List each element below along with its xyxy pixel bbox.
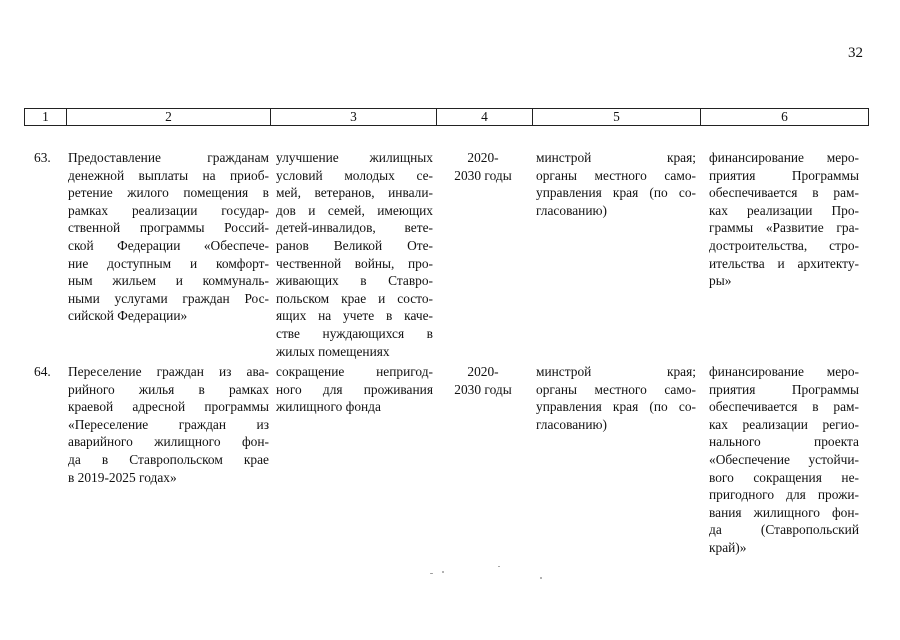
text-line: ретение жилого помещения в xyxy=(68,185,269,201)
expected-result xyxy=(276,363,433,416)
text-line: «Переселение граждан из xyxy=(68,416,269,432)
responsible-executor xyxy=(536,149,696,219)
text-line: приятия Программы xyxy=(709,381,859,397)
text-line: рамках реализации государ- xyxy=(68,202,269,218)
text-line: достроительства, стро- xyxy=(709,237,859,253)
text-line: стве нуждающихся в xyxy=(276,325,433,341)
text-line: приятия Программы xyxy=(709,167,859,183)
text-line: ках реализации Про- xyxy=(709,202,859,218)
text-line: край)» xyxy=(709,539,747,555)
text-line: обеспечивается в рам- xyxy=(709,399,859,415)
text-line: граммы «Развитие гра- xyxy=(709,220,859,236)
page-number: 32 xyxy=(848,45,863,61)
financing-note xyxy=(709,363,859,557)
text-line: Предоставление гражданам xyxy=(68,150,269,165)
scan-speck xyxy=(540,577,542,579)
text-line: жилых помещениях xyxy=(276,343,390,359)
text-line: минстрой края; xyxy=(536,364,696,379)
text-line: детей-инвалидов, вете- xyxy=(276,220,433,236)
expected-result xyxy=(276,149,433,360)
financing-note xyxy=(709,149,859,290)
text-line: 2020- xyxy=(467,364,499,379)
text-line: 2030 годы xyxy=(454,167,512,183)
text-line: ного для проживания xyxy=(276,381,433,397)
scan-speck xyxy=(498,566,500,567)
scan-speck xyxy=(442,571,444,573)
text-line: ние доступным и комфорт- xyxy=(68,255,269,271)
measure-name xyxy=(68,149,269,325)
implementation-period xyxy=(440,363,526,398)
implementation-period xyxy=(440,149,526,184)
text-line: ящих на учете в каче- xyxy=(276,308,433,324)
row-number: 63. xyxy=(34,150,51,165)
text-line: да (Ставропольский xyxy=(709,522,859,538)
text-line: ках реализации регио- xyxy=(709,416,859,432)
text-line: ской Федерации «Обеспече- xyxy=(68,237,269,253)
text-line: ным жильем и коммуналь- xyxy=(68,273,269,289)
text-line: пригодного для прожи- xyxy=(709,487,859,503)
text-line: в 2019-2025 годах» xyxy=(68,469,177,485)
text-line: мей, ветеранов, инвали- xyxy=(276,185,433,201)
text-line: ственной программы Россий- xyxy=(68,220,269,236)
responsible-executor xyxy=(536,363,696,433)
header-col-4: 4 xyxy=(437,109,533,126)
text-line: жилищного фонда xyxy=(276,399,381,415)
text-line: минстрой края; xyxy=(536,150,696,165)
text-line: нального проекта xyxy=(709,434,859,450)
column-number-header xyxy=(24,108,869,126)
scan-speck xyxy=(430,573,433,574)
text-line: Переселение граждан из ава- xyxy=(68,364,269,379)
text-line: «Обеспечение устойчи- xyxy=(709,451,859,467)
text-line: финансирование меро- xyxy=(709,364,859,379)
header-col-6: 6 xyxy=(701,109,869,126)
text-line: гласованию) xyxy=(536,416,607,432)
measure-name xyxy=(68,363,269,486)
text-line: ранов Великой Оте- xyxy=(276,237,433,253)
text-line: ительства и архитекту- xyxy=(709,255,859,271)
text-line: финансирование меро- xyxy=(709,150,859,165)
text-line: улучшение жилищных xyxy=(276,150,433,165)
text-line: ными услугами граждан Рос- xyxy=(68,290,269,306)
text-line: управления края (по со- xyxy=(536,185,696,201)
text-line: органы местного само- xyxy=(536,381,696,397)
header-col-1: 1 xyxy=(25,109,67,126)
text-line: 2020- xyxy=(467,150,499,165)
text-line: чественной войны, про- xyxy=(276,255,433,271)
text-line: дов и семей, имеющих xyxy=(276,202,433,218)
text-line: живающих в Ставро- xyxy=(276,273,433,289)
text-line: органы местного само- xyxy=(536,167,696,183)
text-line: гласованию) xyxy=(536,202,607,218)
text-line: да в Ставропольском крае xyxy=(68,451,269,467)
text-line: ры» xyxy=(709,273,732,289)
text-line: краевой адресной программы xyxy=(68,399,269,415)
text-line: обеспечивается в рам- xyxy=(709,185,859,201)
text-line: рийного жилья в рамках xyxy=(68,381,269,397)
header-col-5: 5 xyxy=(533,109,701,126)
text-line: сокращение непригод- xyxy=(276,364,433,379)
text-line: вого сокращения не- xyxy=(709,469,859,485)
header-col-3: 3 xyxy=(271,109,437,126)
text-line: сийской Федерации» xyxy=(68,308,188,324)
text-line: польском крае и состо- xyxy=(276,290,433,306)
text-line: условий молодых се- xyxy=(276,167,433,183)
text-line: аварийного жилищного фон- xyxy=(68,434,269,450)
text-line: вания жилищного фон- xyxy=(709,504,859,520)
text-line: 2030 годы xyxy=(454,381,512,397)
text-line: денежной выплаты на приоб- xyxy=(68,167,269,183)
row-number: 64. xyxy=(34,364,51,379)
header-col-2: 2 xyxy=(67,109,271,126)
text-line: управления края (по со- xyxy=(536,399,696,415)
